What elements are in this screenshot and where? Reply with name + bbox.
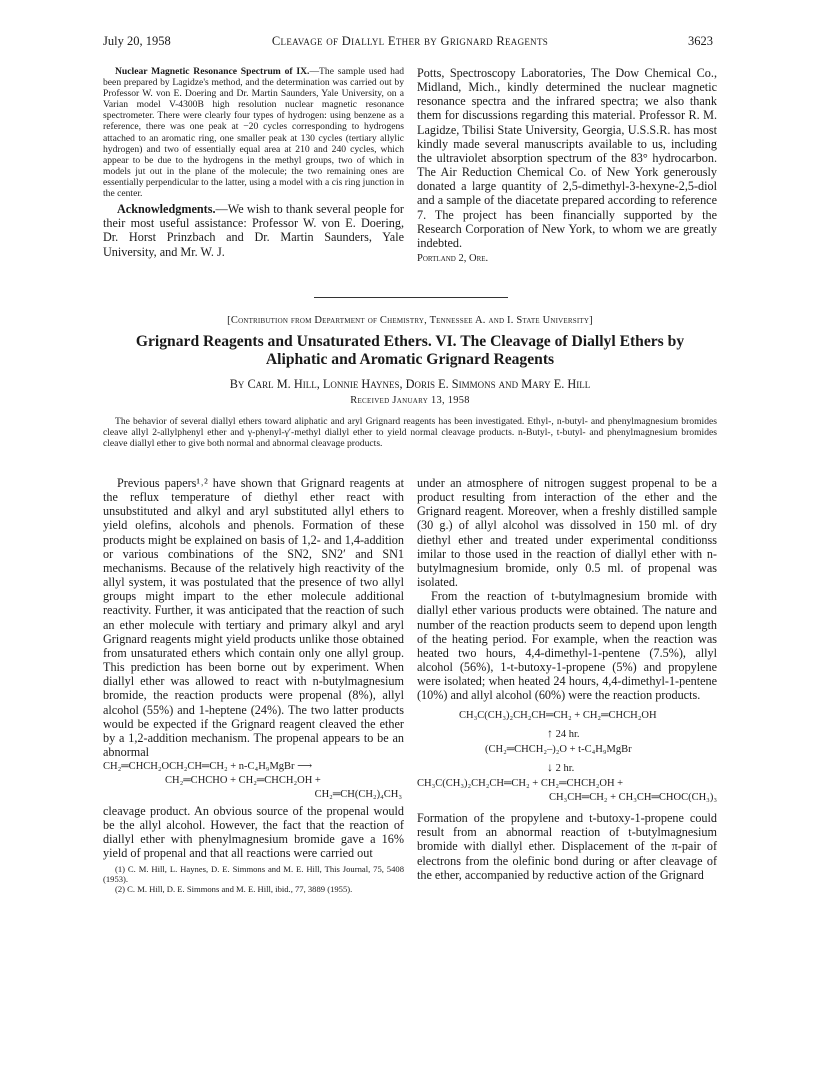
- top-left-column: [103, 66, 404, 259]
- eq2-bottom-1: CH₃C(CH₃)₂CH₂CH═CH₂ + CH₂═CHCH₂OH +: [417, 777, 624, 789]
- ack-text: —We wish to thank several people for their most useful assistance: Professor W. von E. Doering, Dr. Horst Prinzbach and Dr. Martin Saunders, Yale University, and Mr. W. J.: [103, 202, 404, 259]
- acknowledgments-paragraph: [103, 202, 404, 259]
- page-number: 3623: [688, 34, 713, 48]
- abstract: The behavior of several diallyl ethers toward aliphatic and aryl Grignard reagents has been investigated. Ethyl-, n-butyl- and phenylmagnesium bromides cleave allyl 2-allylphenyl ether and γ-phenyl-γ′-methyl diallyl ether to yield normal cleavage products. n-Butyl-, t-butyl- and phenylmagnesium bromides cleave diallyl ether to give both normal and abnormal cleavage products.: [103, 416, 717, 450]
- eq1-line-1: CH₂═CHCH₂OCH₂CH═CH₂ + n-C₄H₉MgBr ⟶: [103, 761, 313, 773]
- nmr-heading: Nuclear Magnetic Resonance Spectrum of IX.: [115, 66, 310, 77]
- left-paragraph-1: Previous papers¹˒² have shown that Grignard reagents at the reflux temperature of diethyl ether react with unsubstituted and alkyl and aryl substituted allyl ethers to yield olefins, alcohols and phenols. Formation of these products might be explained on basis of 1,2- and 1,4-addition or various combinations of the SN2, SN2′ and SN1 mechanisms. Because of the relatively high reactivity of the allyl system, it was postulated that the presence of two allyl groups might impart to the ether molecule additional reactivity. Further, it was anticipated that the reaction of such an ether molecule with tertiary and primary alkyl and aryl Grignard reagents might yield products unlike those obtained from unsaturated ethers which contain only one allyl group. This prediction has been borne out by experiment. When diallyl ether was allowed to react with n-butylmagnesium bromide, the reaction products were propenal (8%), allyl alcohol (55%) and 1-heptene (24%). The two latter products would be expected if the Grignard reagent cleaved the ether by a 1,2-addition mechanism. The propenal appears to be an abnormal: [103, 476, 404, 759]
- ack-continued: Potts, Spectroscopy Laboratories, The Dow Chemical Co., Midland, Mich., kindly determined the nuclear magnetic resonance spectra and the infrared spectra; we also thank them for discussions regarding this material. Professor R. M. Lagidze, Tbilisi State University, Georgia, U.S.S.R. has most kindly made several manuscripts available to us, including the ultraviolet absorption spectrum of the 83° hydrocarbon. The Air Reduction Chemical Co. of New York generously donated a large quantity of 2,5-dimethyl-3-hexyne-2,5-diol and a sample of the diacetate prepared according to reference 7. The project has been financially supported by the Research Corporation of New York, to whom we are greatly indebted.: [417, 66, 717, 250]
- nmr-paragraph: [103, 66, 404, 199]
- footnote-1: (1) C. M. Hill, L. Haynes, D. E. Simmons and M. E. Hill, This Journal, 75, 5408 (1953).: [103, 864, 404, 885]
- main-right-column: [417, 476, 717, 882]
- eq1-line-2: CH₂═CHCHO + CH₂═CHCH₂OH +: [165, 775, 321, 787]
- eq2-2hr: 2 hr.: [555, 762, 575, 774]
- nmr-text: —The sample used had been prepared by Lagidze's method, and the determination was carried out by Professor W. von E. Doering and Dr. Martin Saunders, Yale University, on a Varian model V-4300B high resolution nuclear magnetic resonance spectrometer. There were clearly four types of hydrogen: using benzene as a reference, there was one peak at −20 cycles corresponding to hydrogens attached to an aromatic ring, one smaller peak at 130 cycles (tertiary allylic hydrogen) and two of essentially equal area at 210 and 240 cycles, which appear to be due to the hydrogens in the methyl groups, two of which in models jut out in the plane of the molecule; the two remaining ones are essentially perpendicular to the latter, using a model with a cis ring junction in the center.: [103, 66, 404, 200]
- right-paragraph-2: From the reaction of t-butylmagnesium bromide with diallyl ether various products were obtained. The nature and number of the reaction products seem to depend upon length of the heating period. For example, when the reaction was heated two hours, 4,4-dimethyl-1-pentene (7.5%), allyl alcohol (56%), 1-t-butoxy-1-propene (5%) and propylene were isolated; when heated 24 hours, 4,4-dimethyl-1-pentene (10%) and allyl alcohol (60%) were the reaction products.: [417, 589, 717, 703]
- eq2-mid: (CH₂═CHCH₂–)₂O + t-C₄H₉MgBr: [485, 743, 632, 755]
- separator-rule: [314, 297, 508, 298]
- eq2-arrow-down: [417, 757, 717, 777]
- main-left-column: [103, 476, 404, 894]
- top-right-column: [417, 66, 717, 266]
- arrow-down-icon: ↓: [547, 759, 553, 774]
- contribution-line: [Contribution from Department of Chemistry, Tennessee A. and I. State University]: [227, 315, 593, 326]
- title-line-1: Grignard Reagents and Unsaturated Ethers. VI. The Cleavage of Diallyl Ethers by: [135, 333, 685, 350]
- right-paragraph-3: Formation of the propylene and t-butoxy-1-propene could result from an abnormal reaction of t-butylmagnesium bromide with diallyl ether. Displacement of the π-pair of electrons from the olefinic bond during or after cleavage of the ether, accompanied by reductive action of the Grignard: [417, 811, 717, 882]
- ack-heading: Acknowledgments.: [117, 202, 216, 217]
- footnote-2: (2) C. M. Hill, D. E. Simmons and M. E. Hill, ibid., 77, 3889 (1955).: [115, 884, 353, 895]
- left-paragraph-2: cleavage product. An obvious source of the propenal would be the allyl alcohol. However, the fact that the reaction of diallyl ether with phenylmagnesium bromide gave a 16% yield of propenal and that all reactions were carried out: [103, 803, 404, 861]
- received-date: Received January 13, 1958: [350, 395, 470, 406]
- article-title: [60, 333, 760, 369]
- eq2-arrow-up: [417, 723, 717, 743]
- authors: By Carl M. Hill, Lonnie Haynes, Doris E. Simmons and Mary E. Hill: [229, 377, 591, 391]
- eq2-bottom-2: CH₃CH═CH₂ + CH₃CH═CHOC(CH₃)₃: [548, 791, 717, 803]
- running-title: Cleavage of Diallyl Ether by Grignard Reagents: [271, 34, 549, 48]
- eq2-top: CH₃C(CH₃)₂CH₂CH═CH₂ + CH₂═CHCH₂OH: [459, 709, 657, 721]
- eq1-line-3: CH₂═CH(CH₂)₄CH₃: [314, 789, 402, 801]
- address: Portland 2, Ore.: [417, 253, 489, 265]
- title-line-2: Aliphatic and Aromatic Grignard Reagents: [265, 351, 555, 368]
- equation-1: [103, 760, 404, 802]
- arrow-up-icon: ↑: [547, 725, 553, 740]
- header-date: July 20, 1958: [103, 34, 171, 48]
- equation-2: [417, 709, 717, 806]
- right-paragraph-1: under an atmosphere of nitrogen suggest propenal to be a product resulting from interaction of the ether and the Grignard reagent. Moreover, when a freshly distilled sample (30 g.) of allyl alcohol was dissolved in 150 ml. of dry diethyl ether and treated under experimental conditionss imilar to those used in the reaction of diallyl ether with n-butylmagnesium bromide, only 0.5 ml. of propenal was isolated.: [417, 476, 717, 590]
- eq2-24hr: 24 hr.: [555, 728, 580, 740]
